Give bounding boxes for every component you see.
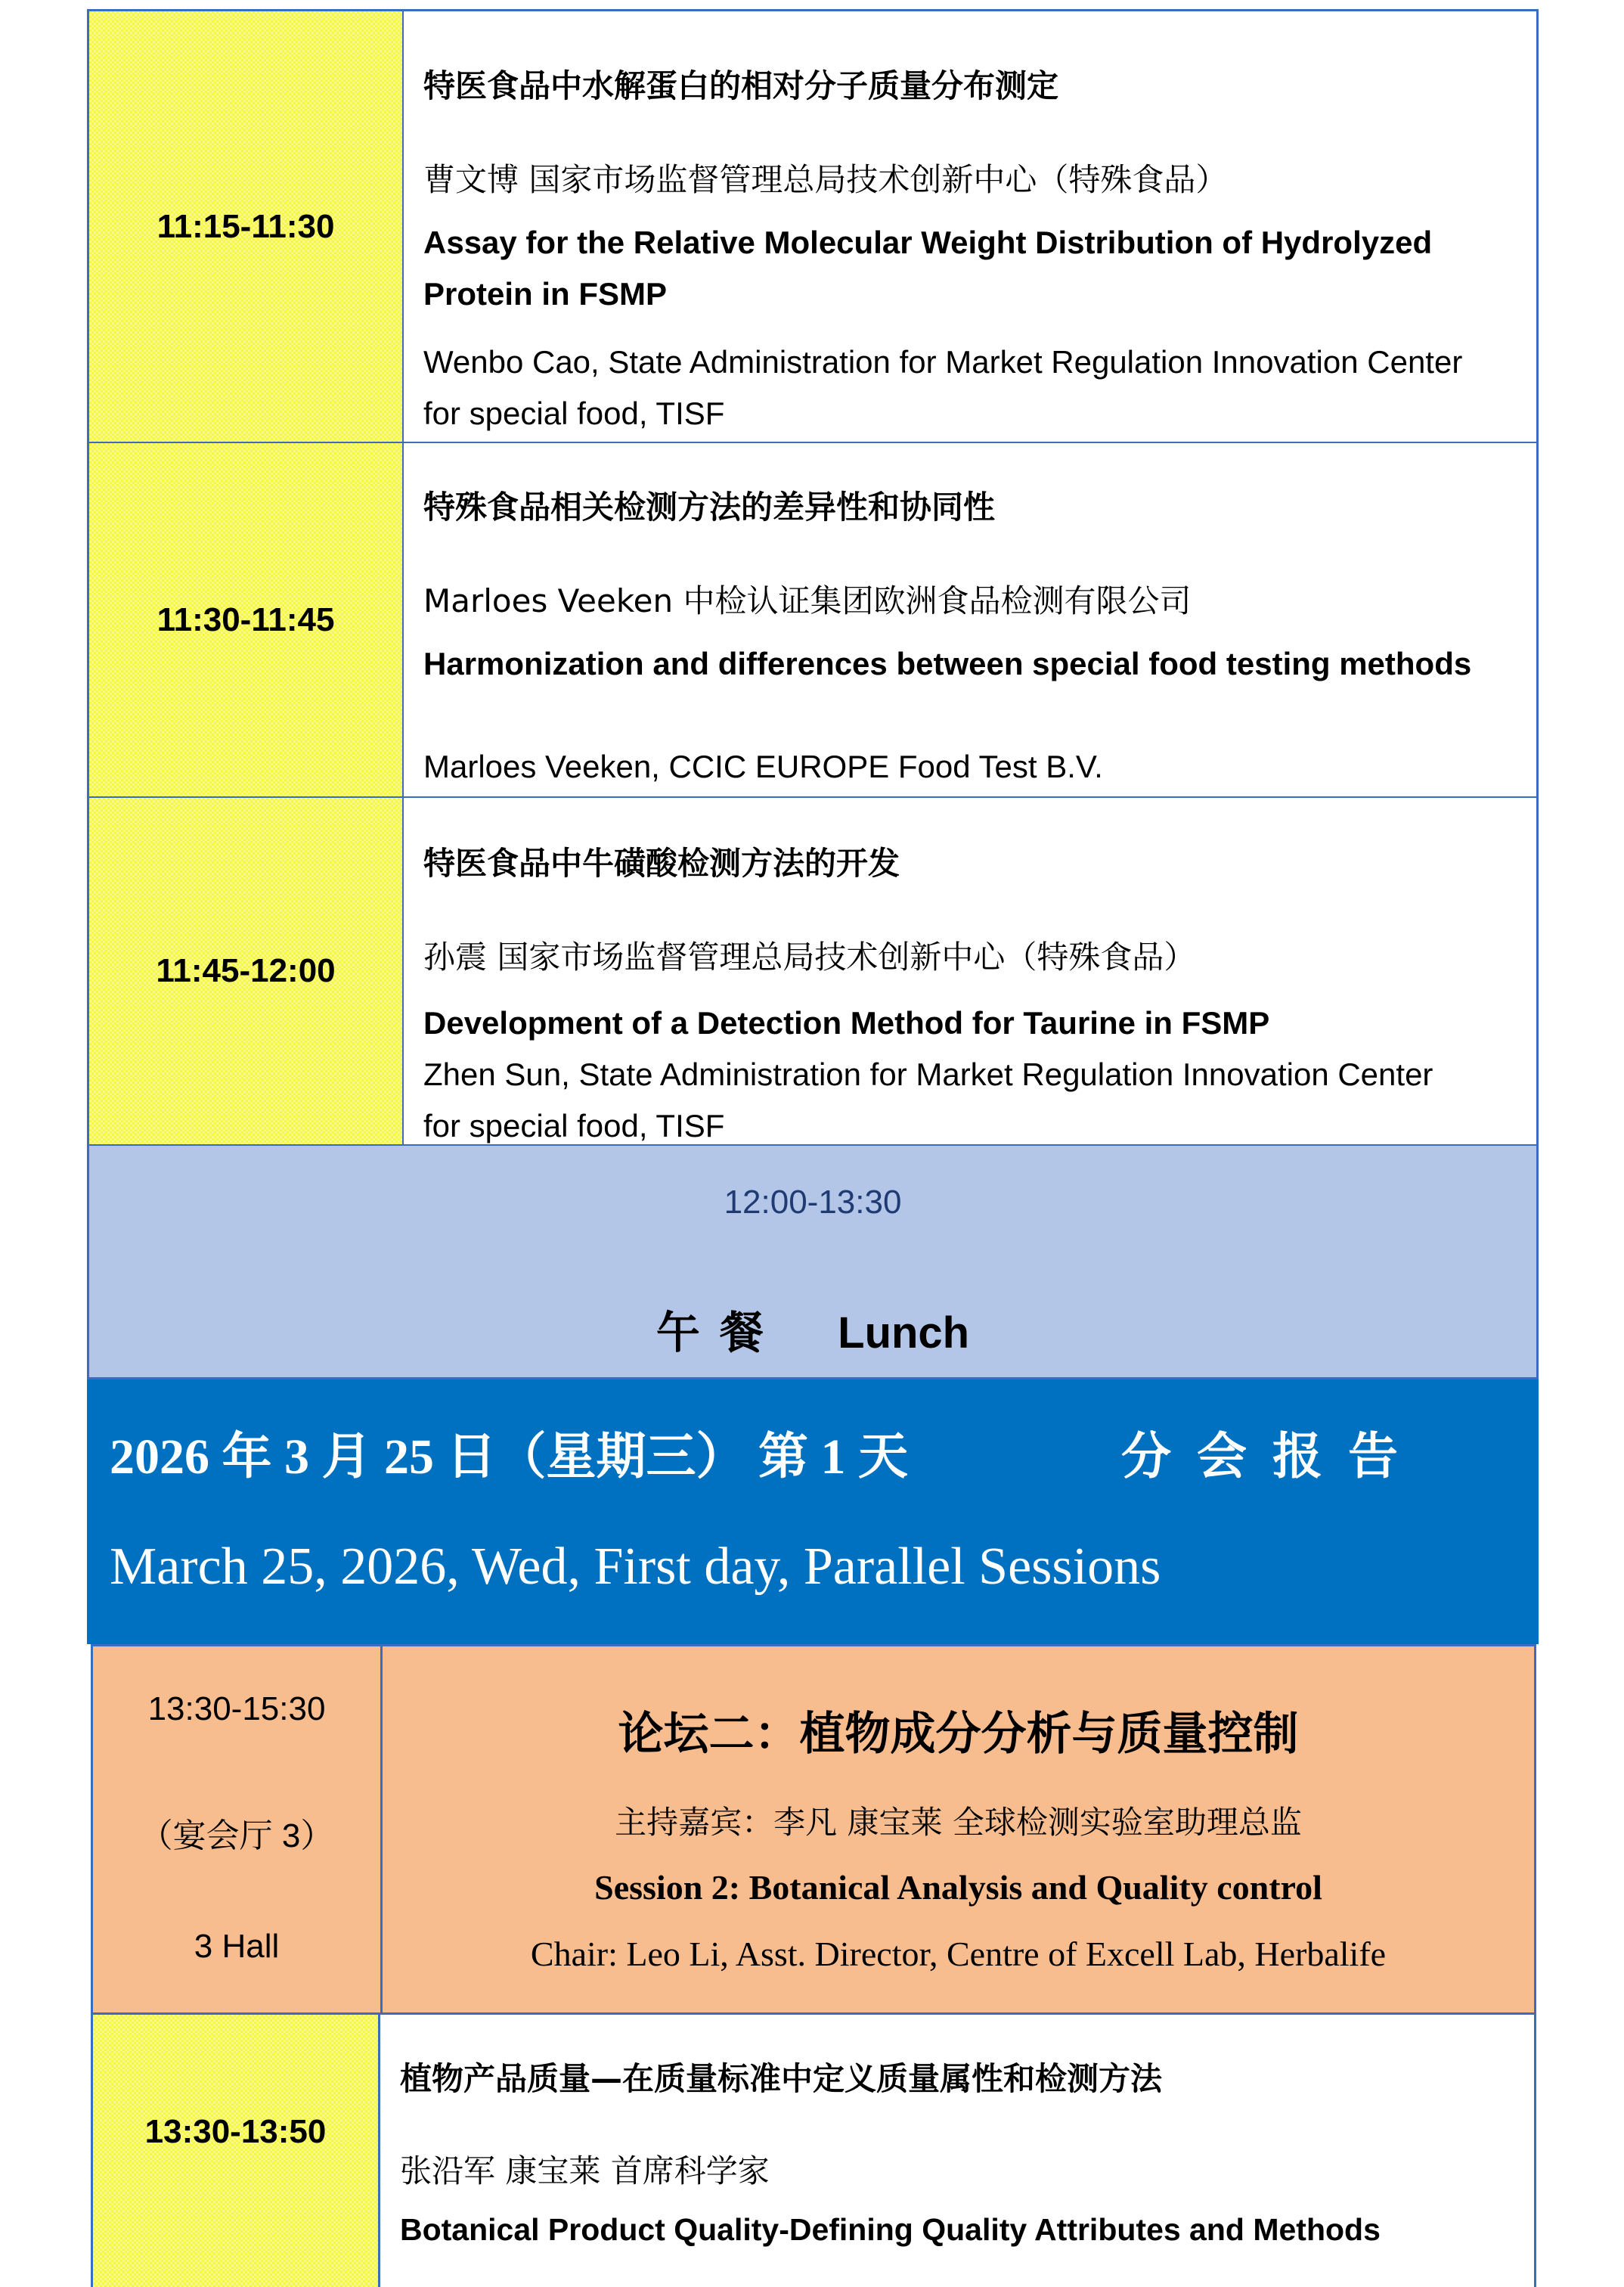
talk-content [404,798,1536,1144]
lunch-label-en: Lunch [838,1308,970,1358]
talk-title-zh: 特殊食品相关检测方法的差异性和协同性 [423,489,996,526]
talk-time: 11:30-11:45 [157,600,335,638]
talk-row [91,2015,1536,2287]
session-title-en: Session 2: Botanical Analysis and Quality control [594,1868,1322,1907]
talk-row [89,11,1536,443]
session-info-cell [93,1646,383,2012]
time-cell [89,443,404,796]
talk-title-en: Botanical Product Quality-Defining Quality Attributes and Methods [400,2212,1381,2247]
talk-content [404,11,1536,442]
day-date-en: March 25, 2026, Wed, First day, Parallel Sessions [110,1538,1161,1596]
session-type-zh: 分会报告 [1121,1429,1424,1485]
talk-row [89,443,1536,798]
talk-speaker-zh: 曹文博 国家市场监督管理总局技术创新中心（特殊食品） [423,161,1228,198]
talk-title-zh: 特医食品中牛磺酸检测方法的开发 [423,845,900,882]
talk-title-zh: 植物产品质量—在质量标准中定义质量属性和检测方法 [400,2060,1163,2097]
time-cell [93,2015,380,2287]
talk-speaker-zh: 孙震 国家市场监督管理总局技术创新中心（特殊食品） [423,939,1196,976]
session-title-zh: 论坛二：植物成分分析与质量控制 [618,1708,1299,1761]
talk-speaker-zh: 张沿军 康宝莱 首席科学家 [400,2152,770,2189]
talk-row [89,798,1536,1146]
talk-speaker-en: Wenbo Cao, State Administration for Market Regulation Innovation Center for special food, TISF [423,344,1463,431]
session-room-zh: （宴会厅 3） [139,1817,334,1854]
talk-title-zh: 特医食品中水解蛋白的相对分子质量分布测定 [423,67,1059,104]
day-date-zh: 2026 年 3 月 25 日（星期三） 第 1 天 [110,1429,908,1485]
talk-time: 11:15-11:30 [157,207,335,245]
session-time: 13:30-15:30 [147,1690,326,1727]
session-title-cell [383,1646,1534,2012]
session-host-zh: 主持嘉宾：李凡 康宝莱 全球检测实验室助理总监 [615,1804,1302,1841]
time-cell [89,798,404,1144]
session-block [91,1644,1536,2015]
talk-speaker-en: Marloes Veeken, CCIC EUROPE Food Test B.V. [423,749,1103,784]
talk-content [404,443,1536,796]
talk-time: 13:30-13:50 [144,2113,327,2150]
session-room-en: 3 Hall [194,1928,280,1965]
talk-content [380,2015,1534,2287]
talk-speaker-en: Zhen Sun, State Administration for Market Regulation Innovation Center for special food, TISF [423,1057,1433,1144]
lunch-break [89,1146,1536,1377]
talk-title-en: Harmonization and differences between special food testing methods [423,646,1472,681]
talk-title-en: Development of a Detection Method for Taurine in FSMP [423,1005,1270,1041]
lunch-label-zh: 午餐 [655,1308,783,1358]
agenda-table [87,9,1539,1379]
talk-speaker-zh: Marloes Veeken 中检认证集团欧洲食品检测有限公司 [423,582,1192,619]
session-chair-en: Chair: Leo Li, Asst. Director, Centre of Excell Lab, Herbalife [530,1935,1387,1973]
talk-title-en: Assay for the Relative Molecular Weight Distribution of Hydrolyzed Protein in FSMP [423,225,1433,312]
time-cell [89,11,404,442]
talk-time: 11:45-12:00 [156,952,336,989]
lunch-label [89,1297,1536,1361]
day-header [87,1379,1539,1644]
lunch-time: 12:00-13:30 [724,1184,902,1221]
